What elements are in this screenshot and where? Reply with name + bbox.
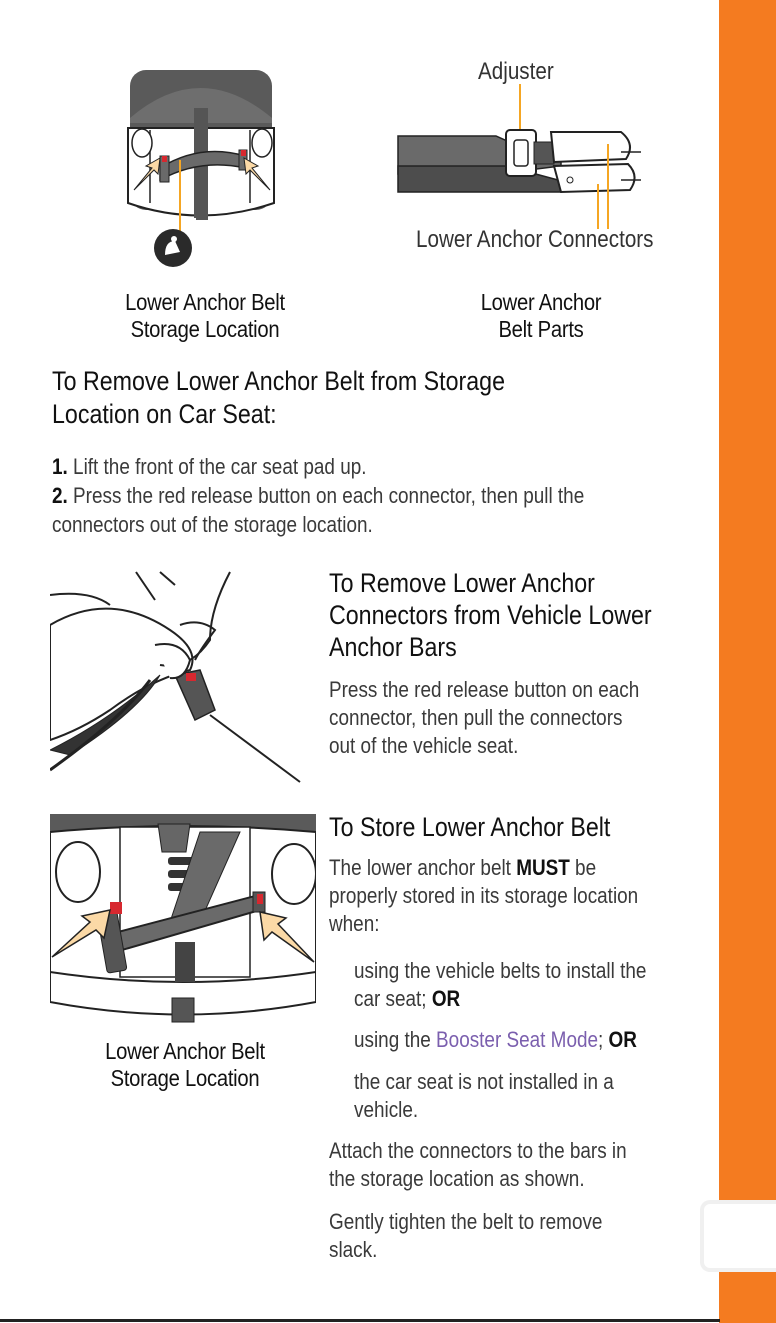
condition-line: using the vehicle belts to install the [354,958,647,983]
step-2-continued: connectors out of the storage location. [52,512,373,537]
heading-line: Anchor Bars [329,632,457,662]
step-text: Press the red release button on each connector, then pull the [67,483,585,508]
intro-text: be [569,855,597,880]
belt-parts-illustration [396,84,652,234]
side-tab-bar [719,0,776,1323]
intro-text: The lower anchor belt [329,855,517,880]
intro-line: properly stored in its storage location [329,883,639,908]
body-line: Gently tighten the belt to remove [329,1209,603,1234]
figure3-caption [93,1038,278,1092]
caption-line: Storage Location [110,1065,260,1091]
heading-line: To Store Lower Anchor Belt [329,812,611,842]
condition-text: ; [598,1027,609,1052]
figure2-caption [449,289,634,343]
storage-location-illustration [120,68,290,273]
intro-line: when: [329,911,380,936]
condition-1 [354,957,646,1013]
section1-heading [52,365,505,431]
heading-line: Location on Car Seat: [52,399,277,429]
step-number: 2. [52,483,68,508]
adjuster-label: Adjuster [478,58,554,85]
page-number-tab [700,1200,776,1272]
attach-instruction [329,1137,627,1193]
figure1-caption [113,289,298,343]
body-line: Press the red release button on each [329,677,640,702]
or-emphasis: OR [608,1027,637,1052]
condition-2 [354,1026,637,1054]
condition-line: the car seat is not installed in a [354,1069,614,1094]
condition-line [354,985,646,1013]
or-emphasis: OR [431,986,461,1011]
step-text: Lift the front of the car seat pad up. [67,454,367,479]
connectors-label: Lower Anchor Connectors [416,226,654,253]
storage-location-large-illustration [50,812,316,1027]
heading-line: Connectors from Vehicle Lower [329,600,652,630]
condition-text: car seat; [354,986,432,1011]
condition-text: using the [354,1027,437,1052]
intro-line [329,854,638,882]
section3-intro [329,854,638,938]
must-emphasis: MUST [516,855,570,880]
caption-line: Lower Anchor Belt [105,1038,265,1064]
section2-heading [329,567,652,663]
step-2 [52,482,584,509]
condition-line [354,1026,637,1054]
caption-line: Lower Anchor Belt [125,289,285,315]
caption-line: Storage Location [130,316,280,342]
body-line: slack. [329,1237,378,1262]
condition-3 [354,1068,614,1124]
step-number: 1. [52,454,68,479]
condition-line: vehicle. [354,1097,419,1122]
heading-line: To Remove Lower Anchor Belt from Storage [52,366,506,396]
bottom-rule [0,1319,720,1322]
step-1 [52,453,366,480]
tighten-instruction [329,1208,602,1264]
caption-line: Belt Parts [498,316,584,342]
caption-line: Lower Anchor [480,289,602,315]
body-line: the storage location as shown. [329,1166,585,1191]
body-line: connector, then pull the connectors [329,705,623,730]
body-line: Attach the connectors to the bars in [329,1138,627,1163]
section2-body [329,676,639,760]
section3-heading [329,811,610,843]
heading-line: To Remove Lower Anchor [329,568,595,598]
hand-release-illustration [50,570,305,785]
booster-seat-mode-link[interactable]: Booster Seat Mode [436,1027,599,1052]
body-line: out of the vehicle seat. [329,733,519,758]
